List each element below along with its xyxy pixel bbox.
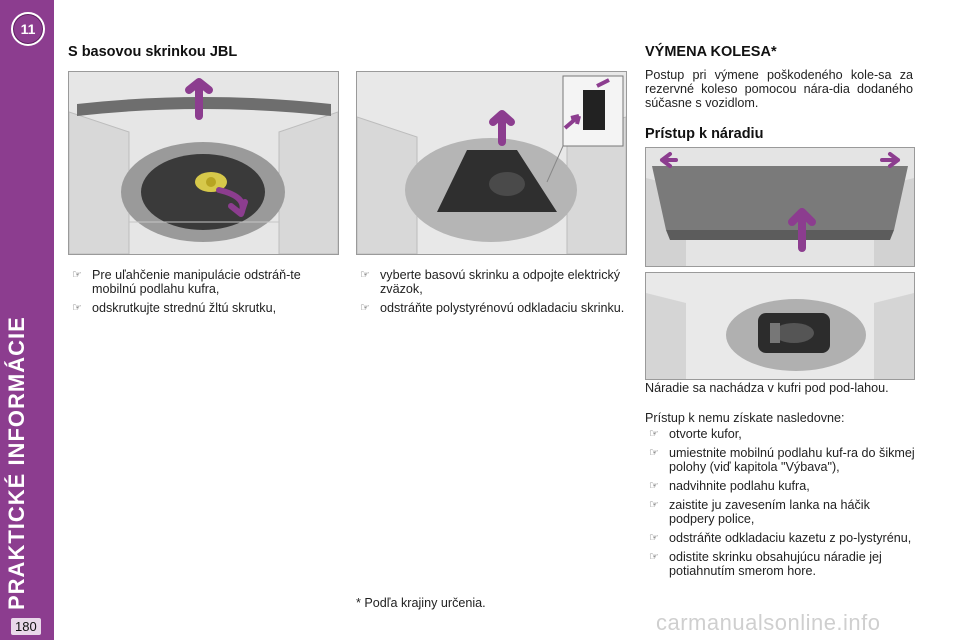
page-number: 180 <box>11 618 41 635</box>
list-item: ☞ umiestnite mobilnú podlahu kuf-ra do šikmej polohy (viď kapitola "Výbava"), <box>649 446 915 474</box>
photo-floor-tilted <box>645 147 915 267</box>
chapter-number-badge: 11 <box>11 12 45 46</box>
bullet-list-left <box>68 268 340 320</box>
pointing-hand-icon: ☞ <box>360 269 370 281</box>
chapter-title: PRAKTICKÉ INFORMÁCIE <box>4 316 29 610</box>
photo-bass-box <box>356 71 627 255</box>
photo-trunk-floor-removed <box>68 71 339 255</box>
list-item: ☞ odskrutkujte strednú žltú skrutku, <box>72 301 277 315</box>
list-item: ☞ odistite skrinku obsahujúcu náradie jej potiahnutím smerom hore. <box>649 550 882 578</box>
intro-paragraph: Postup pri výmene poškodeného kole-sa za rezervné koleso pomocou nára-dia dodaného súčasne s vozidlom. <box>645 68 913 110</box>
list-item: ☞ zaistite ju zavesením lanka na háčik podpery police, <box>649 498 870 526</box>
tool-location-paragraph: Náradie sa nachádza v kufri pod pod-lahou. <box>645 381 889 395</box>
pointing-hand-icon: ☞ <box>360 302 370 314</box>
procedure-intro-paragraph: Prístup k nemu získate nasledovne: <box>645 411 845 425</box>
pointing-hand-icon: ☞ <box>649 480 659 492</box>
section-heading-jbl: S basovou skrinkou JBL <box>68 44 238 60</box>
list-item: ☞ nadvihnite podlahu kufra, <box>649 479 810 493</box>
pointing-hand-icon: ☞ <box>649 499 659 511</box>
list-item: ☞ vyberte basovú skrinku a odpojte elektrický zväzok, <box>360 268 621 296</box>
pointing-hand-icon: ☞ <box>649 428 659 440</box>
section-heading-wheel-change: VÝMENA KOLESA* <box>645 44 777 60</box>
bullet-list-middle <box>356 268 628 320</box>
photo-tool-case <box>645 272 915 380</box>
pointing-hand-icon: ☞ <box>649 551 659 563</box>
list-item: ☞ otvorte kufor, <box>649 427 742 441</box>
watermark: carmanualsonline.info <box>656 610 881 635</box>
footnote: * Podľa krajiny určenia. <box>356 596 486 610</box>
list-item: ☞ odstráňte polystyrénovú odkladaciu skrinku. <box>360 301 625 315</box>
list-item: ☞ Pre uľahčenie manipulácie odstráň-te mobilnú podlahu kufra, <box>72 268 301 296</box>
list-item: ☞ odstráňte odkladaciu kazetu z po-lystyrénu, <box>649 531 912 545</box>
subheading-tool-access: Prístup k náradiu <box>645 126 764 142</box>
pointing-hand-icon: ☞ <box>72 269 82 281</box>
bullet-list-right <box>645 427 915 583</box>
pointing-hand-icon: ☞ <box>649 447 659 459</box>
pointing-hand-icon: ☞ <box>72 302 82 314</box>
pointing-hand-icon: ☞ <box>649 532 659 544</box>
